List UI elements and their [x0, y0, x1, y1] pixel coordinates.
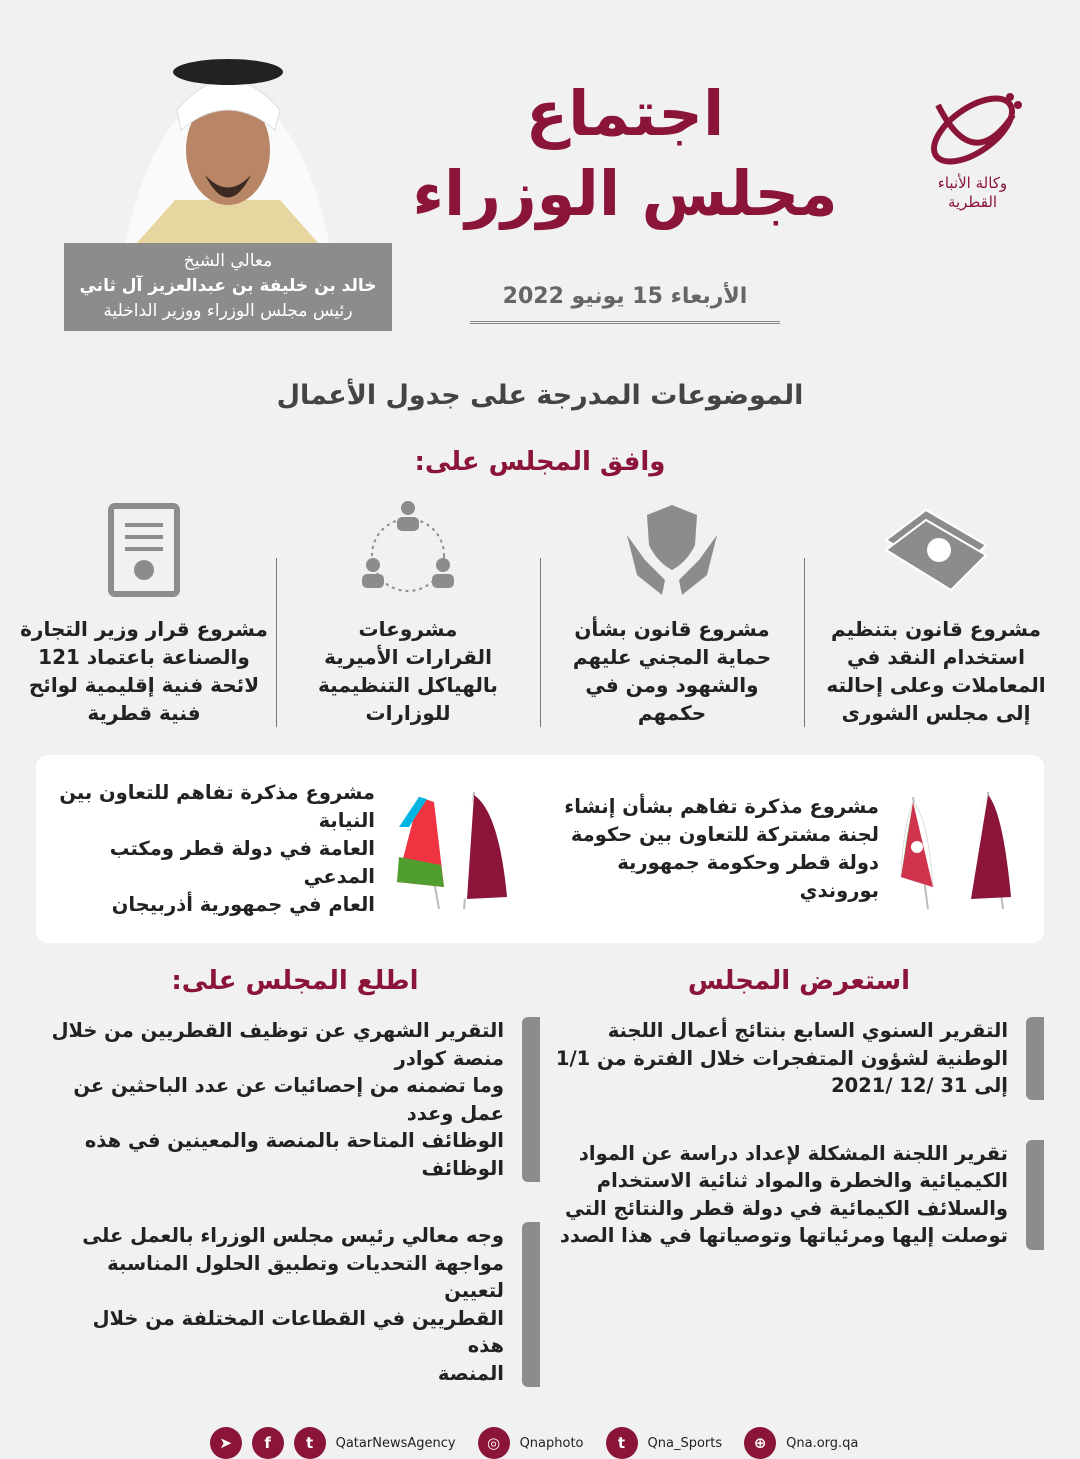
text-line: تقرير اللجنة المشكلة لإعداد دراسة عن المواد — [578, 1141, 1008, 1165]
text-line: التقرير الشهري عن توظيف القطريين من خلال منصة كوادر — [51, 1019, 504, 1070]
text-line: بالهياكل التنظيمية — [318, 673, 498, 697]
instagram-icon[interactable]: ◎ — [478, 1427, 510, 1459]
text-line: المعاملات وعلى إحالته — [826, 673, 1046, 697]
text-line: حماية المجني عليهم — [572, 645, 772, 669]
mou-burundi-text — [556, 793, 879, 905]
certificate-document-icon — [89, 500, 199, 600]
item-bar — [522, 1017, 540, 1182]
text-line: مشروع قانون بتنظيم — [830, 617, 1042, 641]
text-line: العام في جمهورية أذربيجان — [111, 893, 375, 916]
person-position: رئيس مجلس الوزراء ووزير الداخلية — [103, 301, 353, 321]
item-bar — [1026, 1140, 1044, 1250]
website-link[interactable]: Qna.org.qa — [786, 1435, 859, 1451]
approved-item-text — [284, 615, 532, 727]
twitter-icon[interactable]: t — [606, 1427, 638, 1459]
reviewed-item-text — [554, 1140, 1008, 1250]
informed-item — [50, 1017, 540, 1182]
text-line: الكيميائية والخطرة والمواد ثنائية الاستخدام — [596, 1169, 1008, 1192]
divider — [804, 558, 805, 727]
qna-logo — [915, 85, 1030, 220]
approved-item-text — [812, 615, 1060, 727]
person-name: خالد بن خليفة بن عبدالعزيز آل ثاني — [79, 276, 377, 296]
informed-item — [50, 1222, 540, 1387]
text-line: لائحة فنية إقليمية لوائح — [28, 673, 260, 697]
approved-item — [276, 500, 540, 727]
money-icon — [881, 500, 991, 600]
text-line: والشهود ومن في — [585, 673, 759, 697]
main-content — [0, 378, 1080, 1452]
text-line: مشروع قرار وزير التجارة — [20, 617, 268, 641]
item-bar — [522, 1222, 540, 1387]
telegram-icon[interactable]: ➤ — [210, 1427, 242, 1459]
informed-section — [36, 963, 540, 1427]
divider — [540, 558, 541, 727]
globe-icon[interactable]: ⊕ — [744, 1427, 776, 1459]
approved-items-row — [12, 500, 1068, 727]
portrait-photo — [105, 50, 350, 243]
text-line: مواجهة التحديات وتطبيق الحلول المناسبة لتعيين — [107, 1251, 504, 1302]
text-line: الوظائف المتاحة بالمنصة والمعينين في هذه الوظائف — [84, 1129, 504, 1180]
text-line: للوزارات — [365, 701, 451, 725]
logo-mark-icon — [918, 85, 1028, 170]
informed-heading: اطلع المجلس على: — [171, 966, 419, 996]
approved-item-text — [20, 615, 268, 727]
person-honorific: معالي الشيخ — [183, 251, 273, 271]
social-handle-qnaphoto[interactable]: Qnaphoto — [519, 1435, 584, 1451]
informed-item-text — [50, 1222, 504, 1387]
text-line: حكمهم — [637, 701, 707, 725]
text-line: مشروعات — [358, 617, 458, 641]
reviewed-section — [540, 963, 1044, 1427]
lower-sections — [36, 963, 1044, 1427]
approved-item — [540, 500, 804, 727]
agenda-heading: الموضوعات المدرجة على جدول الأعمال — [276, 380, 804, 411]
text-line: العامة في دولة قطر ومكتب المدعي — [109, 837, 375, 888]
informed-item-text — [50, 1017, 504, 1182]
text-line: مشروع مذكرة تفاهم للتعاون بين النيابة — [59, 781, 375, 832]
item-bar — [1026, 1017, 1044, 1100]
qatar-azerbaijan-flags-icon — [389, 787, 514, 912]
text-line: والسلائف الكيمائية في دولة قطر والنتائج التي — [565, 1196, 1008, 1220]
social-handle-qna-sports[interactable]: Qna_Sports — [647, 1435, 723, 1451]
approved-heading: وافق المجلس على: — [414, 447, 666, 477]
text-line: مشروع قانون بشأن — [574, 617, 770, 641]
title-line1: اجتماع — [525, 77, 725, 150]
logo-text-line1: وكالة الأنباء — [937, 174, 1008, 192]
text-line: الوطنية لشؤون المتفجرات خلال الفترة من 1/1 — [555, 1046, 1008, 1070]
reviewed-item — [554, 1017, 1044, 1100]
reviewed-item-text — [554, 1017, 1008, 1100]
text-line: المنصة — [437, 1361, 504, 1385]
text-line: التقرير السنوي السابع بنتائج أعمال اللجنة — [607, 1019, 1008, 1042]
text-line: القطريين في القطاعات المختلفة من خلال هذه — [92, 1306, 504, 1357]
text-line: إلى مجلس الشورى — [841, 701, 1031, 725]
text-line: مشروع مذكرة تفاهم بشأن إنشاء — [564, 795, 879, 818]
approved-item — [12, 500, 276, 727]
text-line: القرارات الأميرية — [324, 645, 492, 669]
mou-azerbaijan — [36, 779, 540, 919]
title-line2: مجلس الوزراء — [412, 157, 838, 230]
text-line: استخدام النقد في — [847, 645, 1025, 669]
twitter-icon[interactable]: t — [294, 1427, 326, 1459]
mou-band — [36, 755, 1044, 943]
organization-structure-icon — [353, 500, 463, 600]
text-line: إلى 31 /12 /2021 — [831, 1074, 1008, 1097]
approved-item — [804, 500, 1068, 727]
approved-item-text — [548, 615, 796, 727]
social-handle-qatarnewsagency[interactable]: QatarNewsAgency — [335, 1435, 456, 1451]
reviewed-item — [554, 1140, 1044, 1250]
text-line: دولة قطر وحكومة جمهورية بوروندي — [617, 851, 879, 902]
text-line: والصناعة باعتماد 121 — [38, 645, 250, 669]
text-line: لجنة مشتركة للتعاون بين حكومة — [570, 823, 879, 846]
text-line: توصلت إليها ومرئياتها وتوصياتها في هذا الصدد — [559, 1224, 1008, 1247]
mou-azerbaijan-text — [52, 779, 375, 919]
divider — [276, 558, 277, 727]
text-line: وجه معالي رئيس مجلس الوزراء بالعمل على — [82, 1224, 504, 1247]
text-line: فنية قطرية — [87, 701, 201, 725]
qatar-burundi-flags-icon — [893, 787, 1018, 912]
logo-text-line2: القطرية — [947, 193, 998, 211]
reviewed-heading: استعرض المجلس — [687, 966, 911, 996]
protection-hands-shield-icon — [617, 500, 727, 600]
person-caption — [64, 243, 392, 331]
social-footer — [0, 1427, 1080, 1459]
facebook-icon[interactable]: f — [252, 1427, 284, 1459]
mou-burundi — [540, 779, 1044, 919]
meeting-date: الأربعاء 15 يونيو 2022 — [470, 284, 780, 324]
text-line: وما تضمنه من إحصائيات عن عدد الباحثين عن عمل وعدد — [73, 1074, 504, 1125]
